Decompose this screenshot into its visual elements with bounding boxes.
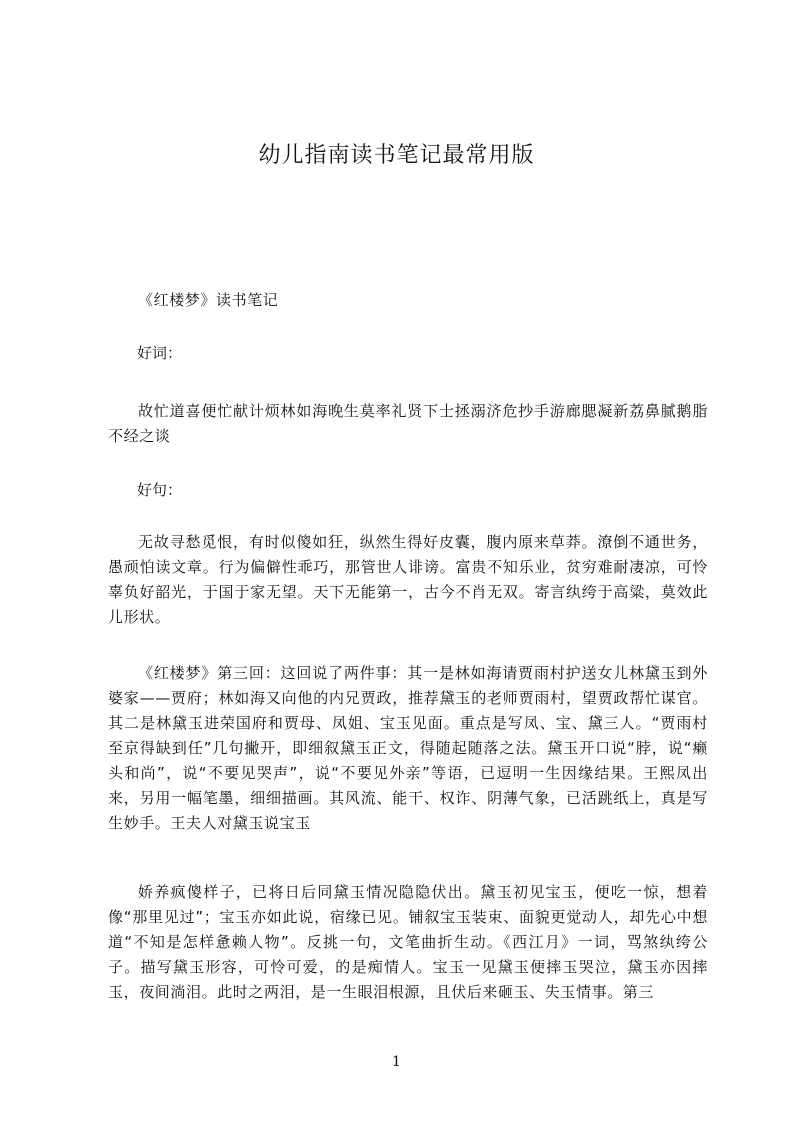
good-words-label: 好词： (137, 344, 183, 362)
good-sentences-label: 好句： (137, 481, 183, 499)
document-title: 幼儿指南读书笔记最常用版 (258, 143, 535, 168)
continuation-paragraph: 娇养疯傻样子，已将日后同黛玉情况隐隐伏出。黛玉初见宝玉，便吃一惊，想着像“那里见过”；宝玉亦如此说，宿缘已见。铺叙宝玉装束、面貌更觉动人，却先心中想道“不知是怎样惫赖人物”。反挑一句，文笔曲折生动。《西江月》一词，骂煞纨绔公子。描写黛玉形容，可怜可爱，的是痴情人。宝玉一见黛玉便摔玉哭泣，黛玉亦因摔玉，夜间淌泪。此时之两泪，是一生眼泪根源，且伏后来砸玉、失玉情事。第三 (108, 883, 708, 1001)
good-sentences-paragraph: 无故寻愁觅恨，有时似傻如狂，纵然生得好皮囊，腹内原来草莽。潦倒不通世务，愚顽怕读文章。行为偏僻性乖巧，那管世人诽谤。富贵不知乐业，贫穷难耐凄凉，可怜辜负好韶光，于国于家无望。天下无能第一，古今不肖无双。寄言纨绔于高粱，莫效此儿形状。 (108, 533, 708, 626)
good-words-paragraph: 故忙道喜便忙献计烦林如海晚生莫率礼贤下士拯溺济危抄手游廊腮凝新荔鼻腻鹅脂不经之谈 (108, 402, 708, 445)
chapter3-paragraph: 《红楼梦》第三回：这回说了两件事：其一是林如海请贾雨村护送女儿林黛玉到外婆家——贾府；林如海又向他的内兄贾政，推荐黛玉的老师贾雨村，望贾政帮忙谋官。其二是林黛玉进荣国府和贾母、凤姐、宝玉见面。重点是写凤、宝、黛三人。“贾雨村至京得缺到任”几句撇开，即细叙黛玉正文，得随起随落之法。黛玉开口说“脖，说“癞头和尚”，说“不要见哭声”，说“不要见外亲”等语，已逗明一生因缘结果。王熙凤出来，另用一幅笔墨，细细描画。其风流、能干、权诈、阴薄气象，已活跳纸上，真是写生妙手。王夫人对黛玉说宝玉 (108, 664, 708, 832)
page-number: 1 (392, 1054, 401, 1070)
section-heading: 《红楼梦》读书笔记 (138, 291, 279, 309)
